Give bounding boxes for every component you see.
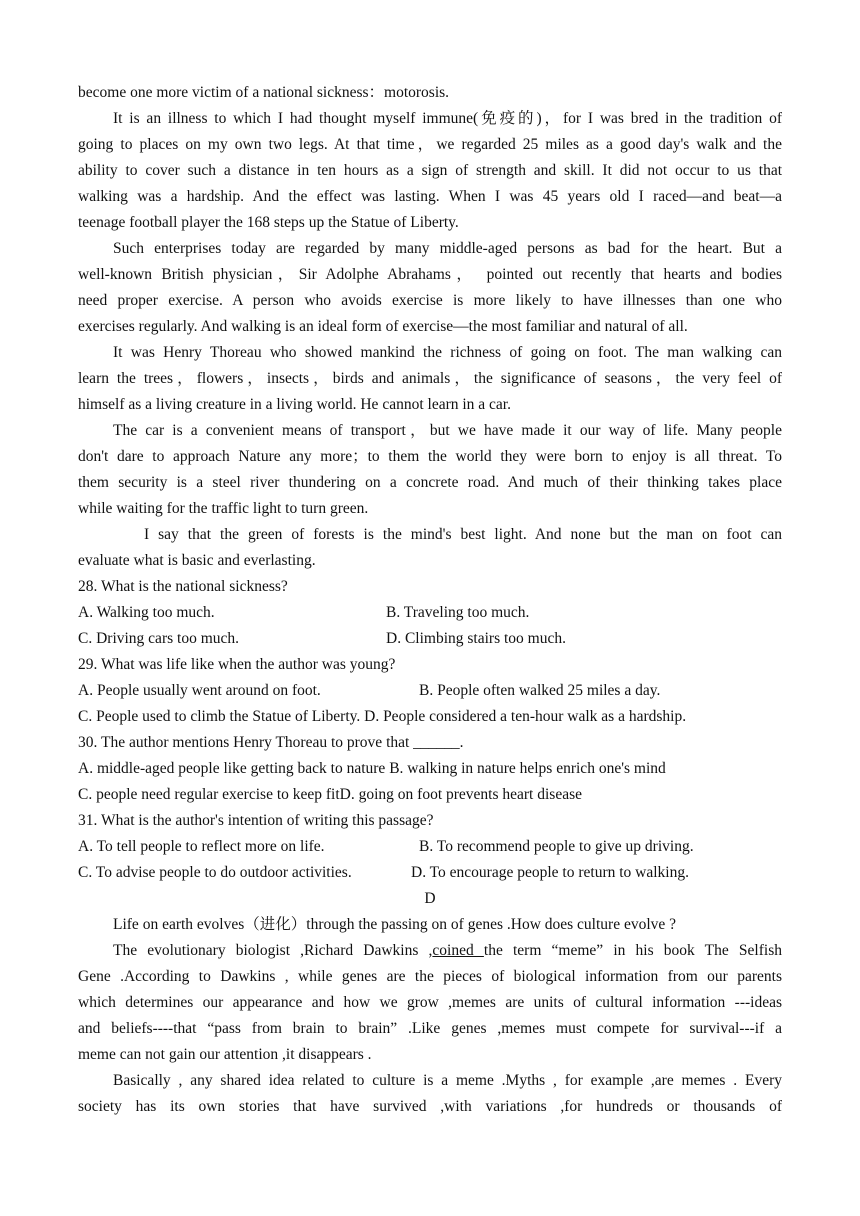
option-row: A. middle-aged people like getting back to nature B. walking in nature helps enrich one's mind	[78, 760, 666, 777]
question-stem: 29. What was life like when the author was young?	[78, 656, 396, 673]
passage-line: ability to cover such a distance in ten hours as a sign of strength and skill. It did not occur to us that	[78, 162, 782, 179]
line-text: the term “meme” in his book The Selfish	[483, 942, 782, 959]
option-row	[78, 600, 782, 626]
passage-line	[78, 938, 782, 964]
passage-line: evaluate what is basic and everlasting.	[78, 552, 316, 569]
option-row	[78, 626, 782, 652]
option-a: A. To tell people to reflect more on life.	[78, 838, 325, 855]
option-a: A. Walking too much.	[78, 604, 215, 621]
option-c: C. To advise people to do outdoor activities.	[78, 864, 352, 881]
passage-line: going to places on my own two legs. At that time，we regarded 25 miles as a good day's walk and the	[78, 136, 782, 153]
passage-line: himself as a living creature in a living world. He cannot learn in a car.	[78, 396, 511, 413]
passage-line: which determines our appearance and how we grow ,memes are units of cultural information ---ideas	[78, 994, 782, 1011]
passage-line: It is an illness to which I had thought myself immune(免疫的)，for I was bred in the tradition of	[113, 110, 782, 127]
passage-line: Such enterprises today are regarded by many middle-aged persons as bad for the heart. But a	[113, 240, 782, 257]
passage-line: Life on earth evolves（进化）through the passing on of genes .How does culture evolve ?	[113, 916, 677, 933]
option-a: A. People usually went around on foot.	[78, 682, 321, 699]
question-stem: 31. What is the author's intention of writing this passage?	[78, 812, 434, 829]
document-page	[78, 80, 782, 1120]
option-row	[78, 678, 782, 704]
passage-line: teenage football player the 168 steps up the Statue of Liberty.	[78, 214, 459, 231]
passage-line: need proper exercise. A person who avoids exercise is more likely to have illnesses than one who	[78, 292, 782, 309]
option-b: B. To recommend people to give up driving.	[419, 838, 694, 855]
passage-line: It was Henry Thoreau who showed mankind the richness of going on foot. The man walking can	[113, 344, 782, 361]
passage-line: Gene .According to Dawkins , while genes are the pieces of biological information from our parents	[78, 968, 782, 985]
option-row: C. people need regular exercise to keep fitD. going on foot prevents heart disease	[78, 786, 582, 803]
passage-line: The car is a convenient means of transport，but we have made it our way of life. Many people	[113, 422, 782, 439]
line-text: The evolutionary biologist ,Richard Dawkins ,	[113, 942, 433, 959]
option-d: D. Climbing stairs too much.	[386, 630, 566, 647]
option-row: C. People used to climb the Statue of Liberty. D. People considered a ten-hour walk as a hardship.	[78, 708, 687, 725]
passage-line: Basically , any shared idea related to culture is a meme .Myths , for example ,are memes . Every	[113, 1072, 782, 1089]
passage-line: learn the trees，flowers，insects，birds and animals，the significance of seasons，the very feel of	[78, 370, 782, 387]
passage-line: society has its own stories that have survived ,with variations ,for hundreds or thousands of	[78, 1098, 782, 1115]
passage-line: them security is a steel river thundering on a concrete road. And much of their thinking takes place	[78, 474, 782, 491]
passage-line: I say that the green of forests is the mind's best light. And none but the man on foot can	[144, 526, 782, 543]
option-row	[78, 860, 782, 886]
option-b: B. People often walked 25 miles a day.	[419, 682, 661, 699]
passage-line: become one more victim of a national sickness：motorosis.	[78, 84, 450, 101]
passage-line: while waiting for the traffic light to turn green.	[78, 500, 369, 517]
passage-line: walking was a hardship. And the effect was lasting. When I was 45 years old I raced—and beat—a	[78, 188, 782, 205]
section-heading: D	[424, 890, 436, 907]
question-stem: 28. What is the national sickness?	[78, 578, 288, 595]
passage-line: and beliefs----that “pass from brain to brain” .Like genes ,memes must compete for survival---if a	[78, 1020, 782, 1037]
option-row	[78, 834, 782, 860]
passage-line: well-known British physician，Sir Adolphe Abrahams， pointed out recently that hearts and bodies	[78, 266, 782, 283]
option-d: D. To encourage people to return to walking.	[411, 864, 689, 881]
option-b: B. Traveling too much.	[386, 604, 530, 621]
passage-line: don't dare to approach Nature any more；to them the world they were born to enjoy is all threat. To	[78, 448, 782, 465]
option-c: C. Driving cars too much.	[78, 630, 240, 647]
underlined-word: coined	[432, 942, 484, 959]
passage-line: exercises regularly. And walking is an ideal form of exercise—the most familiar and natural of all.	[78, 318, 688, 335]
question-stem: 30. The author mentions Henry Thoreau to prove that ______.	[78, 734, 464, 751]
passage-line: meme can not gain our attention ,it disappears .	[78, 1046, 372, 1063]
